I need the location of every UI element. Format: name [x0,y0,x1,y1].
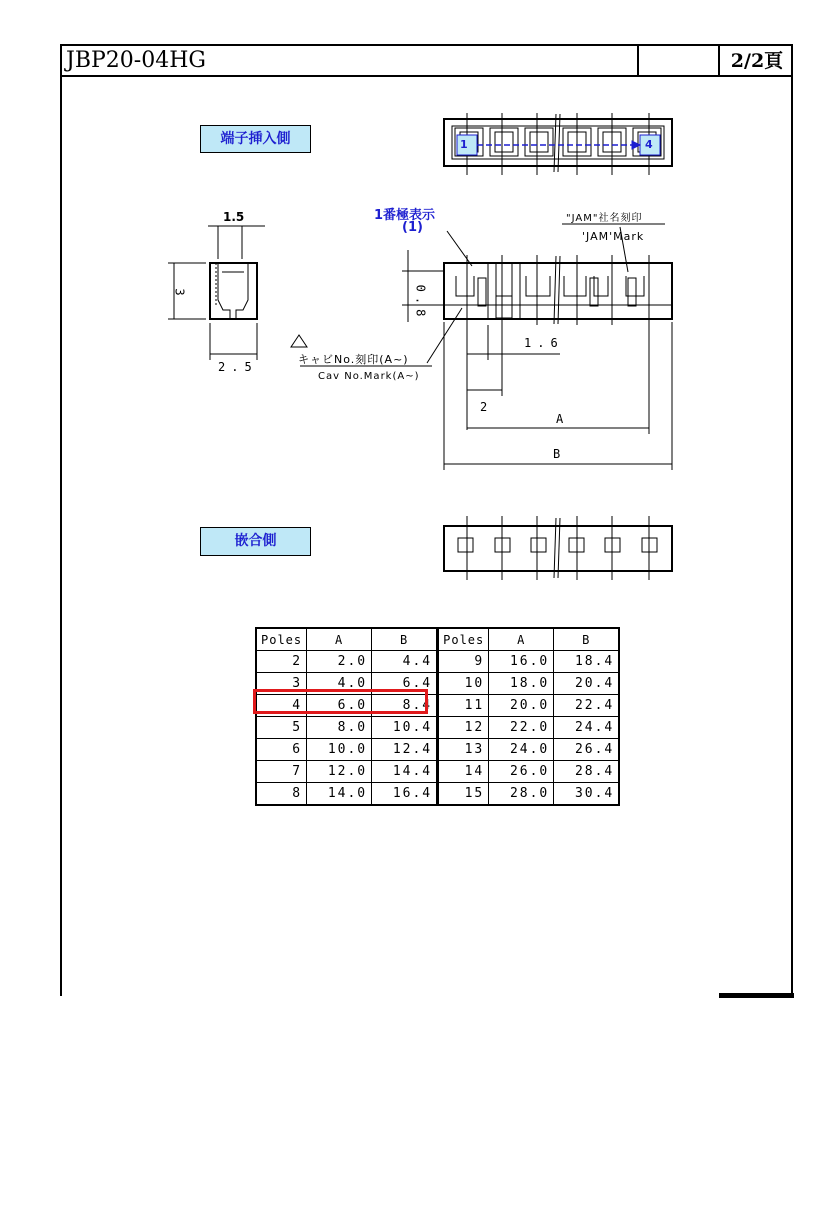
table-row [256,651,619,673]
table-row [256,783,619,806]
table-cell: 22.4 [554,695,620,717]
table-cell: 2.0 [307,651,372,673]
jam-mark-jp: "JAM"社名刻印 [566,213,643,224]
table-cell: 28.4 [554,761,620,783]
table-cell: 3 [256,673,307,695]
pin1-indicator-sub: (1) [402,220,423,235]
dim-b: B [553,447,561,461]
table-cell: 20.4 [554,673,620,695]
dim-2-5: 2.5 [218,360,258,374]
table-cell: 9 [438,651,489,673]
table-cell: 7 [256,761,307,783]
dim-1-5: 1.5 [223,210,245,224]
table-cell: 20.0 [489,695,554,717]
table-cell: 4 [256,695,307,717]
pin1-indicator-label: 1番極表示 [374,208,436,223]
table-cell: 8.4 [372,695,438,717]
table-cell: 30.4 [554,783,620,806]
pin-last-marker: 4 [645,138,653,151]
table-cell: 22.0 [489,717,554,739]
table-cell: 14.0 [307,783,372,806]
table-cell: 10.4 [372,717,438,739]
col-header-poles: Poles [438,628,489,651]
drawing-title: JBP20-04HG [66,48,206,73]
table-cell: 24.4 [554,717,620,739]
table-cell: 4.0 [307,673,372,695]
table-row [256,717,619,739]
table-cell: 12 [438,717,489,739]
table-cell: 11 [438,695,489,717]
table-cell: 14.4 [372,761,438,783]
cavity-mark-en: Cav No.Mark(A~) [318,371,420,382]
table-cell: 6.4 [372,673,438,695]
dimension-table [255,627,620,806]
table-cell: 2 [256,651,307,673]
cavity-mark-jp: キャビNo.刻印(A~) [298,353,409,366]
table-row [256,761,619,783]
table-row [256,739,619,761]
col-header-a: A [489,628,554,651]
top-view-housing [444,113,672,175]
table-cell: 5 [256,717,307,739]
table-cell: 10 [438,673,489,695]
col-header-a: A [307,628,372,651]
highlight-box [253,689,428,714]
col-header-b: B [554,628,620,651]
table-cell: 4.4 [372,651,438,673]
dim-0-8: 0.8 [413,284,428,322]
pin-1-marker: 1 [460,138,468,151]
page-number: 2/2頁 [730,50,784,72]
dim-1-6: 1.6 [524,336,564,350]
front-view-housing [300,224,672,470]
mating-view-housing [444,516,672,580]
table-cell: 28.0 [489,783,554,806]
table-cell: 6 [256,739,307,761]
table-cell: 14 [438,761,489,783]
table-cell: 18.0 [489,673,554,695]
col-header-poles: Poles [256,628,307,651]
mating-side-label: 嵌合側 [200,527,311,556]
table-cell: 26.0 [489,761,554,783]
table-cell: 13 [438,739,489,761]
table-cell: 6.0 [307,695,372,717]
dim-a: A [556,412,564,426]
table-cell: 16.4 [372,783,438,806]
table-header-row [256,628,619,651]
table-cell: 16.0 [489,651,554,673]
table-cell: 12.4 [372,739,438,761]
table-cell: 8.0 [307,717,372,739]
table-cell: 26.4 [554,739,620,761]
table-cell: 8 [256,783,307,806]
table-cell: 10.0 [307,739,372,761]
table-cell: 18.4 [554,651,620,673]
dim-2: 2 [480,400,488,414]
terminal-insertion-side-label: 端子挿入側 [200,125,311,153]
dim-3: 3 [172,288,187,296]
table-cell: 12.0 [307,761,372,783]
table-cell: 15 [438,783,489,806]
col-header-b: B [372,628,438,651]
jam-mark-en: 'JAM'Mark [582,230,645,243]
table-cell: 24.0 [489,739,554,761]
